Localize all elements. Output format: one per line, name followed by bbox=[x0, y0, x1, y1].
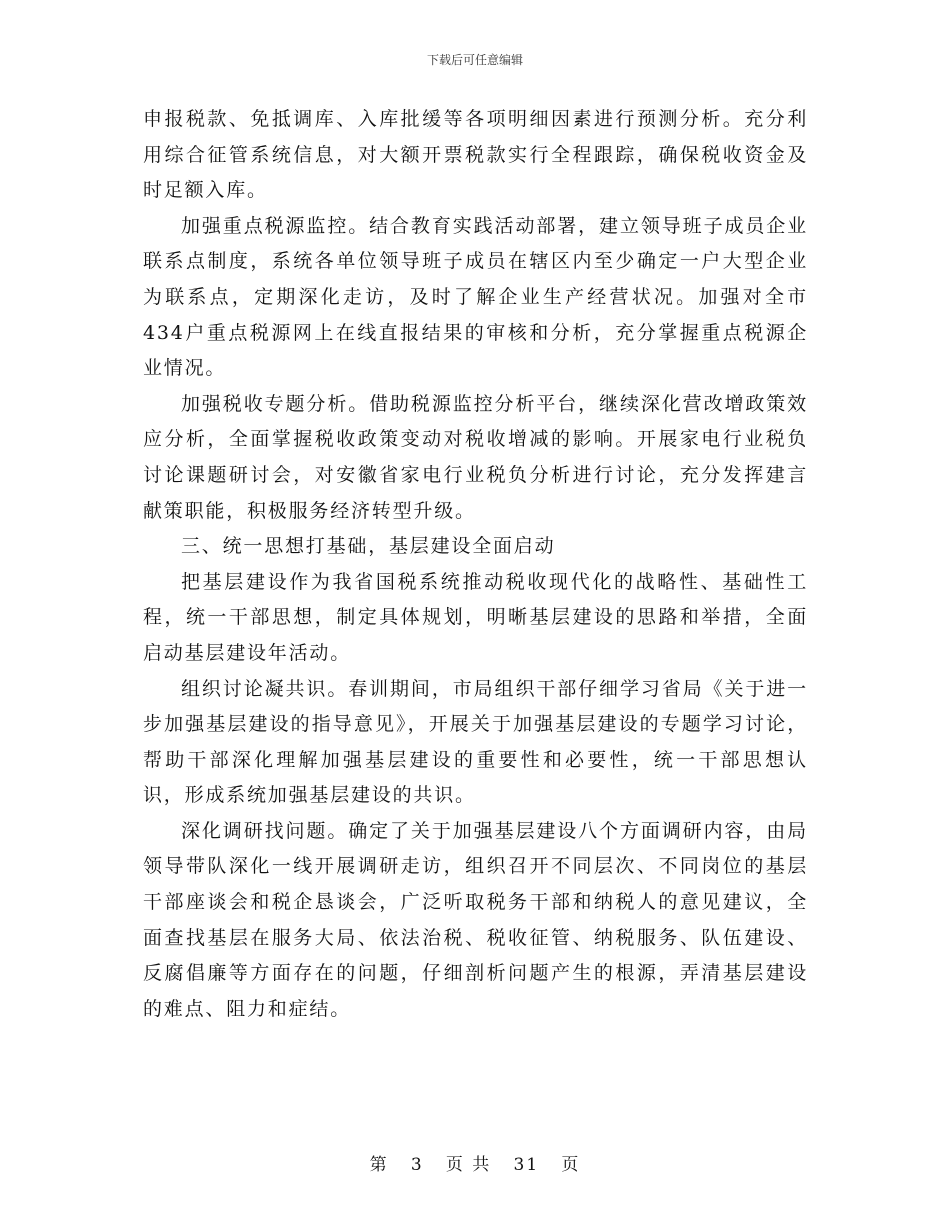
paragraph-tax-analysis: 加强税收专题分析。借助税源监控分析平台，继续深化营改增政策效应分析，全面掌握税收政策变动对税收增减的影响。开展家电行业税负讨论课题研讨会，对安徽省家电行业税负分析进行讨论，充分发挥建言献策职能，积极服务经济转型升级。 bbox=[143, 392, 808, 522]
paragraph-research: 深化调研找问题。确定了关于加强基层建设八个方面调研内容，由局领导带队深化一线开展调研走访，组织召开不同层次、不同岗位的基层干部座谈会和税企恳谈会，广泛听取税务干部和纳税人的意见建议，全面查找基层在服务大局、依法治税、税收征管、纳税服务、队伍建设、反腐倡廉等方面存在的问题，仔细剖析问题产生的根源，弄清基层建设的难点、阻力和症结。 bbox=[143, 819, 808, 1020]
footer-suffix: 页 bbox=[561, 1155, 581, 1175]
paragraph-consensus: 组织讨论凝共识。春训期间，市局组织干部仔细学习省局《关于进一步加强基层建设的指导意见》，开展关于加强基层建设的专题学习讨论，帮助干部深化理解加强基层建设的重要性和必要性，统一干部思想认识，形成系统加强基层建设的共识。 bbox=[143, 677, 808, 807]
document-body bbox=[143, 102, 808, 1027]
paragraph-key-tax-source: 加强重点税源监控。结合教育实践活动部署，建立领导班子成员企业联系点制度，系统各单位领导班子成员在辖区内至少确定一户大型企业为联系点，定期深化走访，及时了解企业生产经营状况。加强对全市434户重点税源网上在线直报结果的审核和分析，充分掌握重点税源企业情况。 bbox=[143, 214, 808, 380]
footer-prefix: 第 bbox=[369, 1155, 389, 1175]
page-footer bbox=[0, 1154, 950, 1176]
page-number: 3 bbox=[410, 1155, 424, 1175]
footer-middle: 页 共 bbox=[445, 1155, 492, 1175]
paragraph-continued: 申报税款、免抵调库、入库批缓等各项明细因素进行预测分析。充分利用综合征管系统信息，对大额开票税款实行全程跟踪，确保税收资金及时足额入库。 bbox=[143, 108, 808, 202]
paragraph-grassroots-intro: 把基层建设作为我省国税系统推动税收现代化的战略性、基础性工程，统一干部思想，制定具体规划，明晰基层建设的思路和举措，全面启动基层建设年活动。 bbox=[143, 570, 808, 664]
page-header: 下载后可任意编辑 bbox=[426, 53, 523, 67]
total-pages: 31 bbox=[513, 1155, 540, 1175]
section-heading: 三、统一思想打基础，基层建设全面启动 bbox=[181, 535, 556, 558]
